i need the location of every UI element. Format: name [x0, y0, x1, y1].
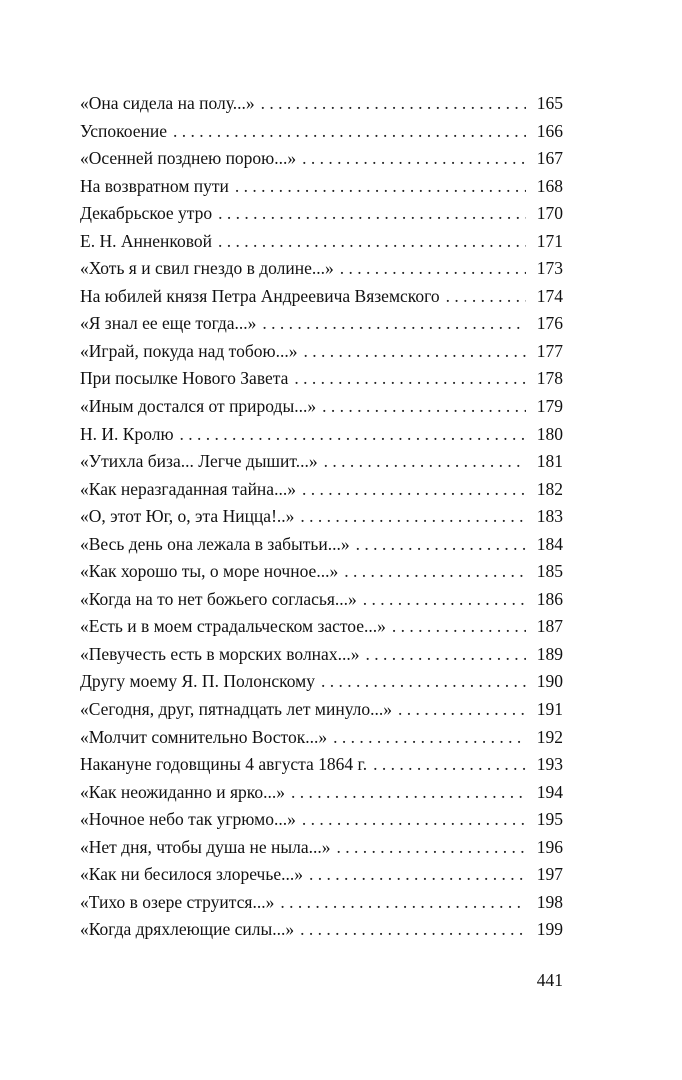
toc-entry-title: «Нет дня, чтобы душа не ныла...»: [80, 836, 331, 857]
dot-leader: [218, 200, 526, 228]
toc-entry: [80, 393, 563, 421]
toc-entry-page: 189: [536, 643, 563, 664]
toc-entry: [80, 641, 563, 669]
dot-leader: [218, 228, 526, 256]
dot-leader: [363, 586, 526, 614]
dot-leader: [337, 834, 526, 862]
dot-leader: [398, 696, 526, 724]
toc-entry-page: 184: [536, 533, 563, 554]
toc-entry: [80, 779, 563, 807]
toc-entry-title: «Ночное небо так угрюмо...»: [80, 809, 296, 830]
toc-entry-title: Н. И. Кролю: [80, 423, 174, 444]
toc-entry-page: 179: [536, 396, 563, 417]
dot-leader: [300, 503, 526, 531]
toc-entry: [80, 173, 563, 201]
toc-entry-page: 194: [536, 781, 563, 802]
dot-leader: [446, 283, 526, 311]
toc-entry-page: 197: [536, 864, 563, 885]
dot-leader: [324, 448, 526, 476]
toc-entry-page: 176: [536, 313, 563, 334]
toc-entry-title: «Осенней позднею порою...»: [80, 148, 297, 169]
dot-leader: [333, 724, 526, 752]
toc-entry: [80, 145, 563, 173]
dot-leader: [302, 145, 526, 173]
toc-entry-page: 174: [536, 285, 563, 306]
toc-entry-title: «Как неожиданно и ярко...»: [80, 781, 286, 802]
toc-entry: [80, 118, 563, 146]
toc-entry: [80, 228, 563, 256]
toc-entry-title: «Иным достался от природы...»: [80, 396, 317, 417]
toc-entry-title: «Когда на то нет божьего согласья...»: [80, 588, 357, 609]
dot-leader: [303, 338, 526, 366]
dot-leader: [309, 861, 526, 889]
dot-leader: [365, 641, 526, 669]
toc-entry-page: 192: [536, 726, 563, 747]
toc-entry: [80, 476, 563, 504]
toc-entry-title: «Когда дряхлеющие силы...»: [80, 919, 295, 940]
dot-leader: [321, 668, 526, 696]
toc-entry: [80, 889, 563, 917]
toc-entry-title: Другу моему Я. П. Полонскому: [80, 671, 315, 692]
toc-entry: [80, 916, 563, 944]
toc-entry-title: При посылке Нового Завета: [80, 368, 289, 389]
toc-entry-title: На возвратном пути: [80, 175, 229, 196]
toc-entry-page: 196: [536, 836, 563, 857]
toc-entry-title: На юбилей князя Петра Андреевича Вяземского: [80, 285, 440, 306]
toc-entry: [80, 200, 563, 228]
toc-entry-page: 185: [536, 561, 563, 582]
toc-entry-title: «Как ни бесилося злоречье...»: [80, 864, 303, 885]
page-number: 441: [536, 970, 563, 990]
dot-leader: [356, 531, 526, 559]
toc-entry-page: 199: [536, 919, 563, 940]
dot-leader: [373, 751, 526, 779]
toc-entry-page: 186: [536, 588, 563, 609]
toc-entry: [80, 503, 563, 531]
toc-entry: [80, 861, 563, 889]
dot-leader: [294, 365, 526, 393]
toc-entry-title: «Утихла биза... Легче дышит...»: [80, 451, 318, 472]
toc-entry-page: 173: [536, 258, 563, 279]
dot-leader: [180, 421, 526, 449]
toc-entry-page: 195: [536, 809, 563, 830]
toc-entry-page: 182: [536, 478, 563, 499]
dot-leader: [302, 476, 526, 504]
toc-entry-page: 181: [536, 451, 563, 472]
toc-entry-title: «О, этот Юг, о, эта Ницца!..»: [80, 506, 295, 527]
toc-entry: [80, 90, 563, 118]
dot-leader: [300, 916, 526, 944]
dot-leader: [392, 613, 526, 641]
toc-entry: [80, 668, 563, 696]
dot-leader: [322, 393, 526, 421]
toc-entry: [80, 448, 563, 476]
toc-entry: [80, 696, 563, 724]
dot-leader: [261, 90, 526, 118]
toc-entry-page: 177: [536, 340, 563, 361]
toc-entry: [80, 310, 563, 338]
toc-entry-page: 171: [536, 230, 563, 251]
toc-entry-page: 178: [536, 368, 563, 389]
dot-leader: [173, 118, 526, 146]
toc-entry-title: «Тихо в озере струится...»: [80, 891, 275, 912]
toc-entry-title: Е. Н. Анненковой: [80, 230, 212, 251]
toc-entry-page: 180: [536, 423, 563, 444]
toc-entry: [80, 283, 563, 311]
toc-entry-page: 193: [536, 754, 563, 775]
toc-entry-page: 168: [536, 175, 563, 196]
toc-entry-title: Декабрьское утро: [80, 203, 213, 224]
toc-entry: [80, 558, 563, 586]
dot-leader: [340, 255, 526, 283]
toc-entry: [80, 586, 563, 614]
toc-entry-title: «Певучесть есть в морских волнах...»: [80, 643, 360, 664]
table-of-contents: [80, 90, 563, 944]
toc-entry: [80, 751, 563, 779]
dot-leader: [262, 310, 526, 338]
dot-leader: [280, 889, 526, 917]
toc-entry: [80, 834, 563, 862]
toc-entry-page: 183: [536, 506, 563, 527]
toc-entry-page: 187: [536, 616, 563, 637]
dot-leader: [344, 558, 526, 586]
toc-entry-title: «Она сидела на полу...»: [80, 93, 255, 113]
dot-leader: [291, 779, 526, 807]
toc-entry-page: 170: [536, 203, 563, 224]
toc-entry: [80, 421, 563, 449]
toc-entry: [80, 531, 563, 559]
toc-entry-title: «Как неразгаданная тайна...»: [80, 478, 296, 499]
toc-entry-page: 166: [536, 120, 563, 141]
toc-entry: [80, 338, 563, 366]
toc-entry: [80, 613, 563, 641]
toc-entry-title: Накануне годовщины 4 августа 1864 г.: [80, 754, 368, 775]
toc-entry-title: «Я знал ее еще тогда...»: [80, 313, 257, 334]
toc-entry-page: 190: [536, 671, 563, 692]
toc-entry-page: 167: [536, 148, 563, 169]
dot-leader: [302, 806, 526, 834]
toc-entry: [80, 255, 563, 283]
toc-entry-title: «Хоть я и свил гнездо в долине...»: [80, 258, 334, 279]
toc-entry: [80, 806, 563, 834]
toc-entry-title: «Играй, покуда над тобою...»: [80, 340, 298, 361]
toc-entry-title: «Весь день она лежала в забытьи...»: [80, 533, 350, 554]
toc-entry-title: «Есть и в моем страдальческом застое...»: [80, 616, 386, 637]
toc-entry-page: 198: [536, 891, 563, 912]
toc-entry-page: 165: [536, 93, 563, 113]
toc-entry-title: «Молчит сомнительно Восток...»: [80, 726, 328, 747]
dot-leader: [235, 173, 526, 201]
toc-entry-title: Успокоение: [80, 120, 168, 141]
toc-entry: [80, 365, 563, 393]
toc-entry-title: «Сегодня, друг, пятнадцать лет минуло...»: [80, 699, 393, 720]
toc-entry-title: «Как хорошо ты, о море ночное...»: [80, 561, 339, 582]
toc-entry-page: 191: [536, 699, 563, 720]
toc-entry: [80, 724, 563, 752]
